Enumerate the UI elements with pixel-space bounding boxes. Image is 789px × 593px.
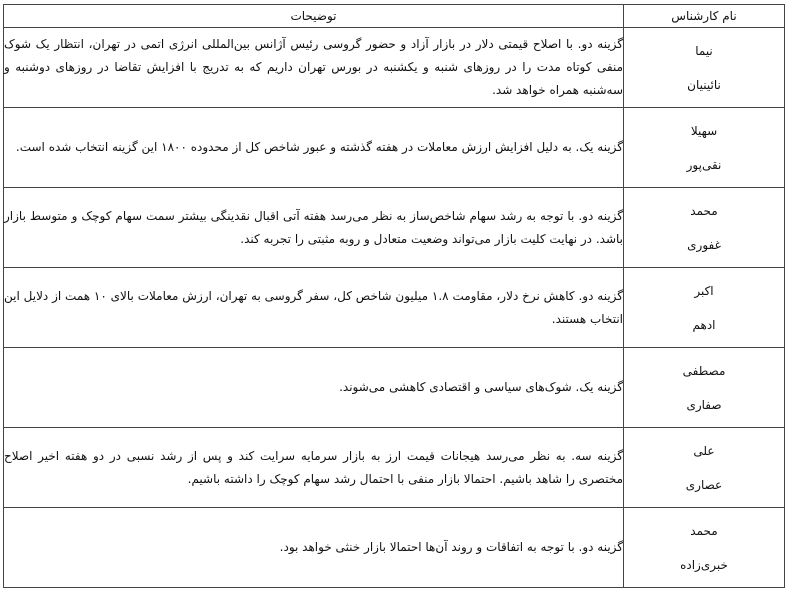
expert-last-name: غفوری: [687, 237, 721, 252]
expert-name-cell: [624, 508, 785, 588]
expert-name-cell: [624, 108, 785, 188]
expert-last-name: خبری‌زاده: [680, 557, 728, 572]
expert-first-name: نیما: [695, 43, 713, 58]
expert-description: گزینه سه. به نظر می‌رسد هیجانات قیمت ارز به بازار سرمایه سرایت کند و پس از رشد نسبی در دو هفته اخیر اصلاح مختصری را شاهد باشیم. احتمالا بازار منفی با احتمال رشد سهام کوچک را داشته باشیم.: [4, 428, 624, 508]
table-row: [4, 108, 785, 188]
table-row: [4, 268, 785, 348]
expert-description: گزینه یک. شوک‌های سیاسی و اقتصادی کاهشی می‌شوند.: [4, 348, 624, 428]
expert-name-cell: [624, 268, 785, 348]
expert-first-name: محمد: [690, 203, 718, 218]
expert-first-name: محمد: [690, 523, 718, 538]
expert-name-cell: [624, 348, 785, 428]
expert-first-name: اکبر: [694, 283, 714, 298]
expert-description: گزینه دو. کاهش نرخ دلار، مقاومت ۱.۸ میلیون شاخص کل، سفر گروسی به تهران، ارزش معاملات بالای ۱۰ همت از دلایل این انتخاب هستند.: [4, 268, 624, 348]
expert-name-cell: [624, 28, 785, 108]
expert-first-name: مصطفی: [682, 363, 726, 378]
expert-last-name: عصاری: [685, 477, 723, 492]
expert-description: گزینه یک. به دلیل افزایش ارزش معاملات در هفته گذشته و عبور شاخص کل از محدوده ۱۸۰۰ این گزینه انتخاب شده است.: [4, 108, 624, 188]
expert-last-name: نائینیان: [687, 77, 721, 92]
expert-first-name: علی: [693, 443, 715, 458]
table-row: [4, 348, 785, 428]
expert-name-cell: [624, 188, 785, 268]
table-row: [4, 28, 785, 108]
expert-last-name: ادهم: [692, 317, 716, 332]
table-row: [4, 508, 785, 588]
header-row: [4, 5, 785, 28]
expert-name-cell: [624, 428, 785, 508]
header-expert-name: نام کارشناس: [624, 5, 785, 28]
table-row: [4, 428, 785, 508]
expert-description: گزینه دو. با اصلاح قیمتی دلار در بازار آزاد و حضور گروسی رئیس آژانس بین‌المللی انرژی اتمی در تهران، انتظار یک شوک منفی کوتاه مدت را در روزهای شنبه و یکشنبه در بورس تهران داریم که به تدریج با افزایش تقاضا در روزهای دوشنبه و سه‌شنبه همراه خواهد شد.: [4, 28, 624, 108]
table-row: [4, 188, 785, 268]
expert-description: گزینه دو. با توجه به اتفاقات و روند آن‌ها احتمالا بازار خنثی خواهد بود.: [4, 508, 624, 588]
expert-last-name: نقی‌پور: [686, 157, 722, 172]
expert-last-name: صفاری: [686, 397, 722, 412]
header-description: توضیحات: [4, 5, 624, 28]
expert-first-name: سهیلا: [690, 123, 718, 138]
experts-table: [3, 4, 785, 588]
expert-description: گزینه دو. با توجه به رشد سهام شاخص‌ساز به نظر می‌رسد هفته آتی اقبال نقدینگی بیشتر سمت سهام کوچک و متوسط بازار باشد. در نهایت کلیت بازار می‌تواند وضعیت متعادل و روبه مثبتی را تجربه کند.: [4, 188, 624, 268]
